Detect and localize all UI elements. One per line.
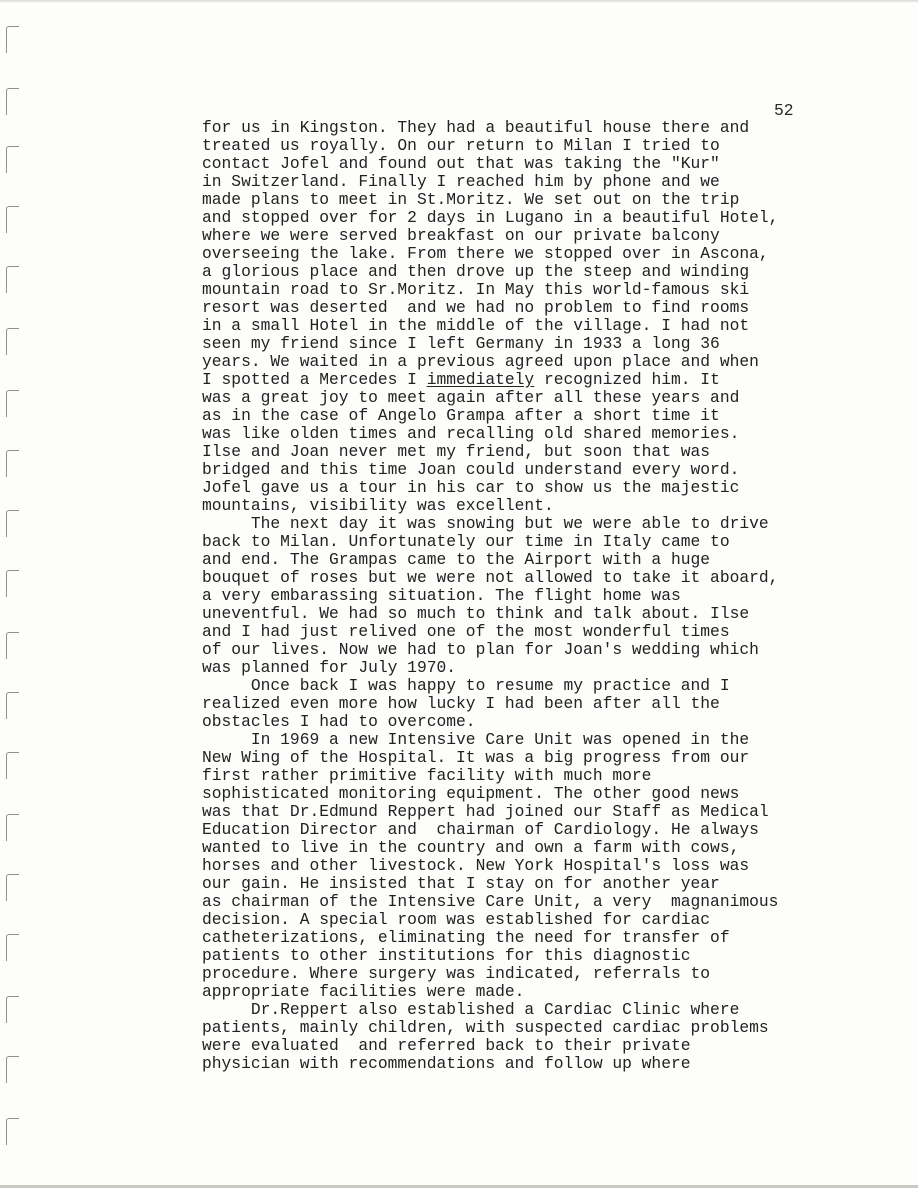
text-line xyxy=(202,371,902,389)
text-line: realized even more how lucky I had been after all the xyxy=(202,694,720,713)
text-line: horses and other livestock. New York Hospital's loss was xyxy=(202,856,750,875)
body-text xyxy=(202,119,902,1073)
text-segment: recognized him. It xyxy=(534,370,720,389)
text-line: mountains, visibility was excellent. xyxy=(202,496,554,515)
binder-hole-mark xyxy=(6,390,19,417)
text-line: a glorious place and then drove up the steep and winding xyxy=(202,262,750,281)
text-line: wanted to live in the country and own a farm with cows, xyxy=(202,838,740,857)
text-line: physician with recommendations and follow up where xyxy=(202,1054,691,1073)
text-line: bouquet of roses but we were not allowed to take it aboard, xyxy=(202,568,779,587)
binder-hole-mark xyxy=(6,692,19,719)
text-line: where we were served breakfast on our private balcony xyxy=(202,226,720,245)
binder-hole-mark xyxy=(6,266,19,293)
text-line: in Switzerland. Finally I reached him by phone and we xyxy=(202,172,720,191)
text-line: procedure. Where surgery was indicated, referrals to xyxy=(202,964,711,983)
text-line: and I had just relived one of the most wonderful times xyxy=(202,622,730,641)
text-line: The next day it was snowing but we were able to drive xyxy=(202,514,769,533)
text-line: appropriate facilities were made. xyxy=(202,982,525,1001)
text-line: catheterizations, eliminating the need for transfer of xyxy=(202,928,730,947)
text-line: patients to other institutions for this diagnostic xyxy=(202,946,691,965)
text-line: seen my friend since I left Germany in 1933 a long 36 xyxy=(202,334,720,353)
binder-hole-mark xyxy=(6,570,19,597)
text-line: was planned for July 1970. xyxy=(202,658,457,677)
text-line: for us in Kingston. They had a beautiful house there and xyxy=(202,118,750,137)
binder-hole-mark xyxy=(6,510,19,537)
binder-hole-mark xyxy=(6,88,19,115)
text-line: Once back I was happy to resume my practice and I xyxy=(202,676,730,695)
text-line: was like olden times and recalling old shared memories. xyxy=(202,424,740,443)
text-line: bridged and this time Joan could understand every word. xyxy=(202,460,740,479)
text-line: our gain. He insisted that I stay on for another year xyxy=(202,874,720,893)
text-line: of our lives. Now we had to plan for Joan's wedding which xyxy=(202,640,759,659)
text-line: and end. The Grampas came to the Airport with a huge xyxy=(202,550,711,569)
text-line: Jofel gave us a tour in his car to show us the majestic xyxy=(202,478,740,497)
binder-hole-mark xyxy=(6,934,19,961)
text-line: was a great joy to meet again after all these years and xyxy=(202,388,740,407)
binder-hole-mark xyxy=(6,996,19,1023)
text-line: decision. A special room was established for cardiac xyxy=(202,910,711,929)
binder-hole-mark xyxy=(6,1056,19,1083)
text-line: In 1969 a new Intensive Care Unit was opened in the xyxy=(202,730,750,749)
text-line: first rather primitive facility with much more xyxy=(202,766,652,785)
binder-hole-mark xyxy=(6,814,19,841)
text-line: Dr.Reppert also established a Cardiac Clinic where xyxy=(202,1000,740,1019)
binder-hole-mark xyxy=(6,146,19,173)
text-line: years. We waited in a previous agreed upon place and when xyxy=(202,352,759,371)
binder-hole-mark xyxy=(6,26,19,53)
text-line: back to Milan. Unfortunately our time in Italy came to xyxy=(202,532,730,551)
text-line: resort was deserted and we had no problem to find rooms xyxy=(202,298,750,317)
text-line: mountain road to Sr.Moritz. In May this world-famous ski xyxy=(202,280,750,299)
text-line: Education Director and chairman of Cardiology. He always xyxy=(202,820,759,839)
text-segment: I spotted a Mercedes I xyxy=(202,370,427,389)
text-line: as chairman of the Intensive Care Unit, a very magnanimous xyxy=(202,892,779,911)
text-line: were evaluated and referred back to their private xyxy=(202,1036,691,1055)
text-line: treated us royally. On our return to Milan I tried to xyxy=(202,136,720,155)
text-line: sophisticated monitoring equipment. The other good news xyxy=(202,784,740,803)
text-line: made plans to meet in St.Moritz. We set out on the trip xyxy=(202,190,740,209)
binder-hole-mark xyxy=(6,328,19,355)
text-line: patients, mainly children, with suspected cardiac problems xyxy=(202,1018,769,1037)
text-line: Ilse and Joan never met my friend, but soon that was xyxy=(202,442,711,461)
binder-hole-mark xyxy=(6,450,19,477)
text-line: as in the case of Angelo Grampa after a short time it xyxy=(202,406,720,425)
text-line: a very embarassing situation. The flight home was xyxy=(202,586,681,605)
text-line: obstacles I had to overcome. xyxy=(202,712,476,731)
text-line: and stopped over for 2 days in Lugano in a beautiful Hotel, xyxy=(202,208,779,227)
page-top-edge xyxy=(0,0,918,3)
page-number: 52 xyxy=(774,101,794,120)
text-line: New Wing of the Hospital. It was a big progress from our xyxy=(202,748,750,767)
text-line: uneventful. We had so much to think and talk about. Ilse xyxy=(202,604,750,623)
text-line: overseeing the lake. From there we stopped over in Ascona, xyxy=(202,244,769,263)
binder-hole-mark xyxy=(6,752,19,779)
text-line: contact Jofel and found out that was taking the "Kur" xyxy=(202,154,720,173)
binder-hole-mark xyxy=(6,1118,19,1145)
binder-hole-mark xyxy=(6,206,19,233)
binder-hole-mark xyxy=(6,874,19,901)
binder-hole-mark xyxy=(6,632,19,659)
text-line: was that Dr.Edmund Reppert had joined our Staff as Medical xyxy=(202,802,769,821)
text-line: in a small Hotel in the middle of the village. I had not xyxy=(202,316,750,335)
underlined-word: immediately xyxy=(426,370,535,389)
